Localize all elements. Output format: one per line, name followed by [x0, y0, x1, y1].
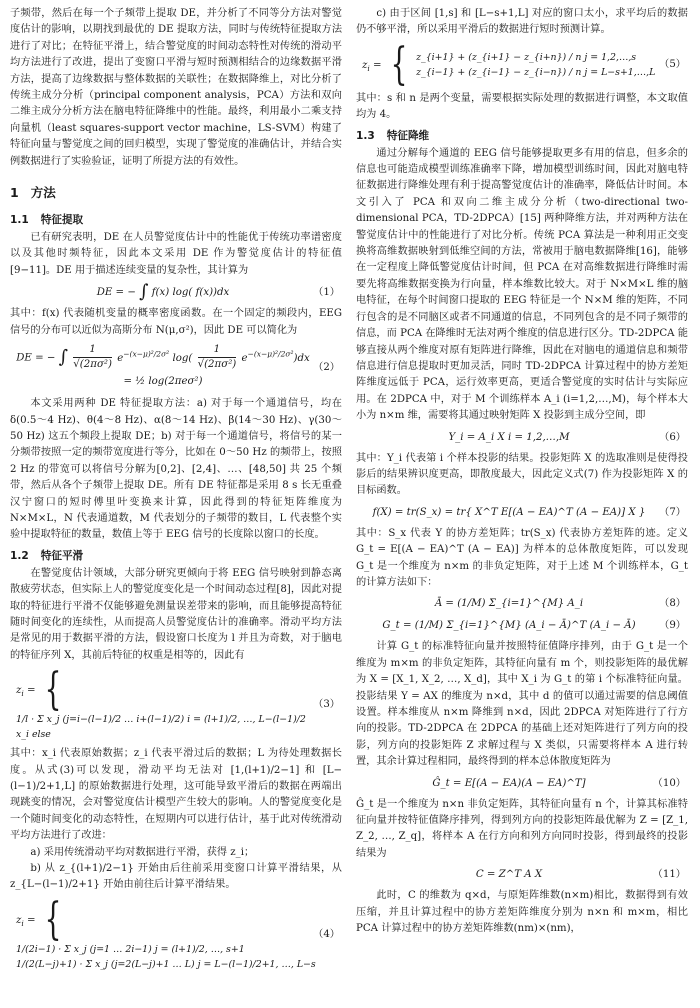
- equation-number: （2）: [313, 361, 340, 373]
- case-1: 1/(2i−1) · Σ x_j (j=1 … 2i−1) j = (l+1)/2, …, s+1: [16, 943, 245, 955]
- section-1-heading: [10, 184, 342, 202]
- paragraph-dim-reduction: 通过分解每个通道的 EEG 信号能够提取更多有用的信息，但多余的信息也可能造成模型训练准确率下降，增加模型训练时间，因此对脑电特征数据进行降维处理有利于提高警觉度估计的准确率，降低估计时间。本文引入了 PCA 和双向二维主成分分析（two-directional two-dimensional PCA，TD-2DPCA）[15] 两种降维方法，并对两种方法在警觉度估计中的性能进行了对比分析。传统 PCA 算法是一种利用正交变换将高维数据映射到低维空间的方法，常被用于脑电数据降维[16]，能够在一定程度上降低警觉度估计时间，但 PCA 在对高维数据进行降维时需要先将高维数据变换为行向量，样本维数比较大。对于 N×M×L 维的脑电特征，在每个时间窗口提取的 EEG 特征是一个 N×M 维的矩阵，不同行包含的是不同脑区或者不同通道的信息，不同列包含的是不同子频带的信息，而 PCA 在降维时无法对两个维度的信息进行区分。TD-2DPCA 能够直接从两个维度对原有矩阵进行降维，因此在对脑电的通道信息和频带信息进行信息提取时更加灵活，同时 TD-2DPCA 计算过程中的协方差矩阵维度远低于 PCA，运行效率更高，更适合警觉度的实时估计与实际应用。在 2DPCA 中，对于 M 个训练样本 A_i (i=1,2,…,M)，每个样本大小为 n×m 维，需要将其通过映射矩阵 X 投影到主成分空间，即: [356, 147, 688, 422]
- equation-number: （9）: [659, 620, 686, 632]
- equation-8-body: Ā = (1/M) Σ_{i=1}^{M} A_i: [434, 598, 584, 610]
- case-2: x_i else: [16, 729, 51, 741]
- paragraph-projection: 其中：Y_i 代表第 i 个样本投影的结果。投影矩阵 X 的选取准则是使得投影后的结果辨识度更高，即散度最大，因此定义式(7) 作为投影矩阵 X 的目标函数。: [356, 452, 688, 497]
- equation-5: [356, 38, 688, 90]
- step-c: c) 由于区间 [1,s] 和 [L−s+1,L] 对应的窗口太小，求平均后的数据仍不够平滑，所以采用平滑后的数据进行短时预测计算。: [356, 8, 688, 36]
- equation-10-body: Ĝ_t = E[(A − EA)(A − EA)^T]: [432, 777, 586, 789]
- exp-term: $e^{-(x-\mu)^2/2\sigma^2})dx$: [241, 349, 310, 364]
- z-i-lhs: $z_i$ =: [16, 685, 36, 699]
- equation-8: [356, 595, 688, 613]
- fraction: $\frac{1}{\text{√(2πσ²)}}$: [73, 344, 112, 371]
- paragraph-eigenvectors: 计算 G_t 的标准特征向量并按照特征值降序排列，由于 G_t 是一个维度为 m×m 的非负定矩阵，其特征向量有 m 个，则投影矩阵的最优解为 X = [X_1, X_2, …, X_d]，其中 X_i 为 G_t 的第 i 个标准特征向量。投影结果 Y = AX 的维度为 n×d，其中 d 的值可以通过需要的信息阈值设置。样本维度从 n×m 降维到 n×d，因此 2DPCA 对矩阵进行了行方向的投影。TD-2DPCA 在 2DPCA 的基础上还对矩阵进行了列方向的投影，列方向的投影矩阵 Z 求解过程与 X 类似，只需要将样本 A 进行转置，其余计算过程相同，最终得到的样本总体散度矩阵为: [356, 641, 688, 768]
- equation-2-rhs: = ½ log(2πeσ²): [123, 376, 203, 388]
- equation-11-body: C = Z^T A X: [475, 869, 543, 881]
- equation-10: [356, 775, 688, 793]
- section-1-2-heading: [10, 548, 342, 564]
- integral-symbol: ∫: [139, 281, 149, 303]
- equation-1-lhs: DE = −: [96, 287, 136, 299]
- z-i-lhs: $z_i$ =: [362, 59, 382, 73]
- section-number: 1.3: [356, 129, 375, 142]
- equation-number: （6）: [659, 431, 686, 443]
- z-i-lhs: $z_i$ =: [16, 914, 36, 928]
- equation-1: [10, 283, 342, 302]
- fraction: $\frac{1}{\text{√(2πσ²)}}$: [197, 344, 237, 371]
- equation-number: （4）: [313, 928, 340, 940]
- paragraph-gaussian: 其中：f(x) 代表随机变量的概率密度函数。在一个固定的频段内，EEG 信号的分布可以近似为高斯分布 N(μ,σ²)，因此 DE 可以简化为: [10, 308, 342, 336]
- cases: [16, 712, 306, 742]
- equation-number: （7）: [659, 506, 686, 518]
- equation-7: [356, 504, 688, 522]
- equation-4: [10, 893, 342, 972]
- equation-2-lhs: DE = −: [16, 352, 56, 364]
- section-title: 特征降维: [386, 129, 430, 142]
- section-1-3-heading: [356, 128, 688, 144]
- section-number: 1: [10, 185, 19, 201]
- intro-paragraph: 子频带，然后在每一个子频带上提取 DE，并分析了不同等分方法对警觉度估计的影响，以期找到最优的 DE 提取方法，同时与传统特征提取方法进行了对比；在特征平滑上，结合警觉度的时间动态特性对传统的滑动平均方法进行了改进，提出了变窗口平滑与短时预测相结合的边缘数据平滑方法，提高了边缘数据与整体数据的关联性；在数据降维上，对比分析了传统主成分分析（principal component analysis，PCA）方法和双向二维主成分分析方法在脑电特征降维中的性能。最终，利用最小二乘支持向量机（least squares-support vector machine，LS-SVM）构建了特征向量与警觉度之间的回归模型，实现了警觉度的准确估计，并结合实例数据进行了实验验证，证明了所提方法的有效性。: [10, 8, 342, 167]
- equation-number: （8）: [659, 598, 686, 610]
- brace: {: [44, 664, 62, 716]
- equation-2: [10, 343, 342, 392]
- brace: {: [44, 893, 62, 945]
- equation-number: （5）: [659, 58, 686, 70]
- equation-6: [356, 429, 688, 447]
- exp-term: $e^{-(x-\mu)^2/2\sigma^2}$ log(: [117, 349, 193, 364]
- section-title: 特征提取: [40, 214, 84, 227]
- section-number: 1.2: [10, 549, 29, 562]
- case-1: 1/l · Σ x_j (j=i−(l−1)/2 … i+(l−1)/2) i = (l+1)/2, …, L−(l−1)/2: [16, 714, 306, 726]
- equation-number: （3）: [313, 699, 340, 711]
- paragraph-s-n: 其中：s 和 n 是两个变量，需要根据实际处理的数据进行调整，本文取值均为 4。: [356, 92, 688, 121]
- integral-symbol: ∫: [58, 346, 69, 368]
- section-number: 1.1: [10, 214, 29, 227]
- equation-number: （10）: [652, 777, 686, 789]
- cases: [416, 50, 655, 80]
- section-title: 特征平滑: [40, 549, 84, 562]
- paragraph-scatter-matrix: 其中：S_x 代表 Y 的协方差矩阵；tr(S_x) 代表协方差矩阵的迹。定义 G_t = E[(A − EA)^T (A − EA)] 为样本的总体散度矩阵，可以发现 G_t 是一个维度为 n×m 的非负定矩阵，对于上述 M 个训练样本，G_t 的计算方法如下：: [356, 527, 688, 588]
- left-column: [10, 6, 342, 976]
- equation-9: [356, 617, 688, 635]
- equation-9-body: G_t = (1/M) Σ_{i=1}^{M} (A_i − Ā)^T (A_i − Ā): [382, 620, 636, 632]
- paragraph-de-definition: 已有研究表明，DE 在人员警觉度估计中的性能优于传统功率谱密度以及其他时频特征，因此本文采用 DE 作为警觉度估计的特征值[9−11]。DE 用于描述连续变量的复杂性，其计算为: [10, 232, 342, 276]
- paragraph-smoothing: 在警觉度估计领域，大部分研究更倾向于将 EEG 信号映射到静态离散疲劳状态，但实际上人的警觉度变化是一个时间动态过程[8]，因此对提取的特征进行平滑不仅能够避免测量误差带来的影响，而且能够提高特征随时间变化的连续性，从而提高人员警觉度估计的准确率。滑动平均方法是常见的用于数据平滑的方法，假设窗口长度为 l 并且为奇数，对于脑电的特征序列 X，其前后特征的权重是相等的，因此有: [10, 567, 342, 661]
- paragraph-smoothing-problem: 其中：x_i 代表原始数据；z_i 代表平滑过后的数据；L 为待处理数据长度。从式(3)可以发现，滑动平均无法对 [1,(l+1)/2−1] 和 [L−(l−1)/2+1,L] 的原始数据进行处理，这可能导致平滑后的数据在两端出现跳变的情况，会对警觉度估计模型产生较大的影响。人的警觉度变化是一个随时间变化的动态特性，在短期内可以进行估计，基于此对传统滑动平均方法进行了改进：: [10, 748, 342, 842]
- equation-6-body: Y_i = A_i X i = 1,2,…,M: [448, 431, 570, 443]
- case-1: z_{i+1} + (z_{i+1} − z_{i+n}) / n j = 1,2,…,s: [416, 51, 637, 63]
- equation-1-rhs: f(x) log( f(x))dx: [151, 287, 230, 299]
- equation-11: [356, 866, 688, 884]
- paragraph-column-projection: Ĝ_t 是一个维度为 n×n 非负定矩阵，其特征向量有 n 个，计算其标准特征向量并按特征值降序排列，得到列方向的投影矩阵最优解为 Z = [Z_1, Z_2, …, Z_q]，将样本 A 在行方向和列方向同时投影，得到最终的投影结果为: [356, 798, 688, 859]
- cases: [16, 942, 316, 972]
- equation-number: （1）: [313, 286, 340, 298]
- section-1-1-heading: [10, 212, 342, 228]
- step-b: b) 从 z_{(l+1)/2−1} 开始由后往前采用变窗口计算平滑结果，从 z_{L−(l−1)/2+1} 开始由前往后计算平滑结果。: [10, 863, 342, 891]
- equation-number: （11）: [652, 869, 686, 881]
- equation-3: [10, 664, 342, 742]
- equation-7-body: f(X) = tr(S_x) = tr{ X^T E[(A − EA)^T (A − EA)] X }: [372, 506, 646, 518]
- brace: {: [390, 38, 408, 90]
- step-a: a) 采用传统滑动平均对数据进行平滑，获得 z_i；: [30, 846, 255, 858]
- right-column: [356, 6, 688, 937]
- paragraph-de-methods: 本文采用两种 DE 特征提取方法：a) 对于每一个通道信号，均在 δ(0.5～4 Hz)、θ(4～8 Hz)、α(8～14 Hz)、β(14～30 Hz)、γ(30～50 Hz) 这五个频段上提取 DE；b) 对于每一个通道信号，将信号的某一分频带按照一定的频带宽度进行等分，比如在 0～50 Hz 的频带上，按照 2 Hz 的带宽可以将信号分解为[0,2]、[2,4]、…、[48,50] 共 25 个频带，然后从各个子频带上提取 DE。所有 DE 特征都是采用 8 s 长无重叠汉宁窗口的短时傅里叶变换来计算，因此得到的特征矩阵维度为 N×M×L，N 代表通道数，M 代表划分的子频带的数目，L 代表整个实验中提取特征的数量，数值上等于 EEG 信号的长度除以窗口的长度。: [10, 398, 342, 541]
- paragraph-compression: 此时，C 的维数为 q×d，与原矩阵维数(n×m)相比，数据得到有效压缩，并且计算过程中的协方差矩阵维度分别为 n×n 和 m×m，相比 PCA 计算过程中的协方差矩阵维数(nm)×(nm)，: [356, 890, 688, 935]
- case-2: z_{i−1} + (z_{i−1} − z_{i−n}) / n j = L−s+1,…,L: [416, 66, 656, 78]
- case-2: 1/(2(L−j)+1) · Σ x_j (j=2(L−j)+1 … L) j = L−(l−1)/2+1, …, L−s: [16, 958, 316, 970]
- section-title: 方法: [30, 185, 56, 201]
